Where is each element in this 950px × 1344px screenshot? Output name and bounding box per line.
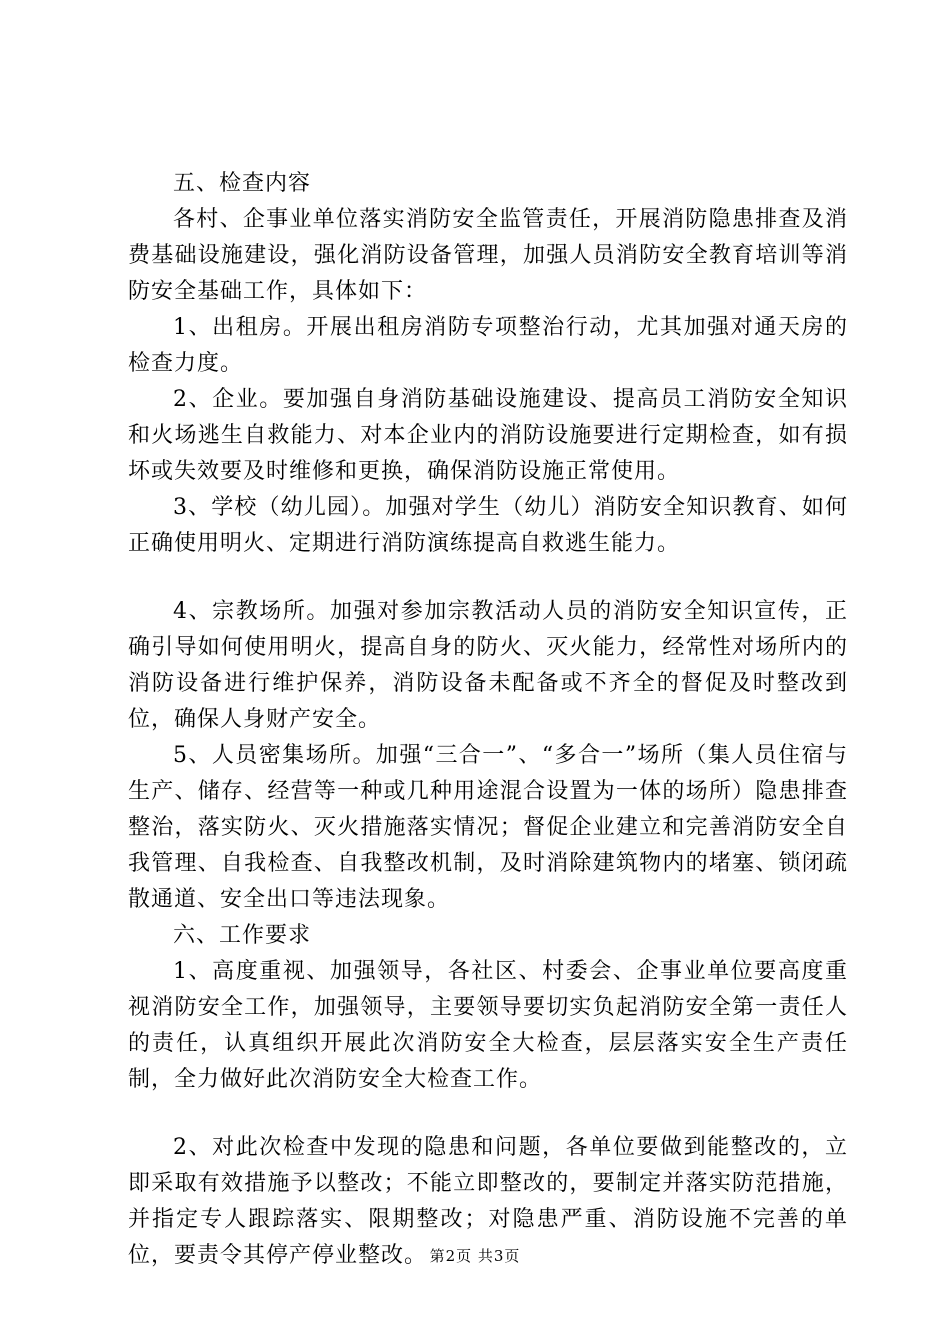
section-heading-work-requirements: 六、工作要求 <box>173 923 312 948</box>
paragraph-rectification: 2、对此次检查中发现的隐患和问题，各单位要做到能整改的，立即采取有效措施予以整改；不能立即整改的，要制定并落实防范措施，并指定专人跟踪落实、限期整改；对隐患严重、消防设施不完善的单位，要责令其停产停业整改。 <box>128 1135 848 1268</box>
document-body <box>128 166 848 1274</box>
paragraph-schools: 3、学校（幼儿园）。加强对学生（幼儿）消防安全知识教育、如何正确使用明火、定期进行消防演练提高自救逃生能力。 <box>128 495 848 556</box>
paragraph-intro: 各村、企事业单位落实消防安全监管责任，开展消防隐患排查及消费基础设施建设，强化消防设备管理，加强人员消防安全教育培训等消防安全基础工作，具体如下： <box>128 207 848 304</box>
paragraph-leadership: 1、高度重视、加强领导，各社区、村委会、企事业单位要高度重视消防安全工作，加强领导，主要领导要切实负起消防安全第一责任人的责任，认真组织开展此次消防安全大检查，层层落实安全生产责任制，全力做好此次消防安全大检查工作。 <box>128 959 848 1092</box>
paragraph-rental-housing: 1、出租房。开展出租房消防专项整治行动，尤其加强对通天房的检查力度。 <box>128 315 848 376</box>
paragraph-crowded-places: 5、人员密集场所。加强“三合一”、“多合一”场所（集人员住宿与生产、储存、经营等一种或几种用途混合设置为一体的场所）隐患排查整治，落实防火、灭火措施落实情况；督促企业建立和完善消防安全自我管理、自我检查、自我整改机制，及时消除建筑物内的堵塞、锁闭疏散通道、安全出口等违法现象。 <box>128 743 848 912</box>
paragraph-enterprises: 2、企业。要加强自身消防基础设施建设、提高员工消防安全知识和火场逃生自救能力、对本企业内的消防设施要进行定期检查，如有损坏或失效要及时维修和更换，确保消防设施正常使用。 <box>128 387 848 484</box>
section-heading-inspection-content: 五、检查内容 <box>173 171 312 196</box>
paragraph-religious-sites: 4、宗教场所。加强对参加宗教活动人员的消防安全知识宣传，正确引导如何使用明火，提高自身的防火、灭火能力，经常性对场所内的消防设备进行维护保养，消防设备未配备或不齐全的督促及时整改到位，确保人身财产安全。 <box>128 599 848 732</box>
page-number: 第2页 共3页 <box>429 1247 521 1265</box>
